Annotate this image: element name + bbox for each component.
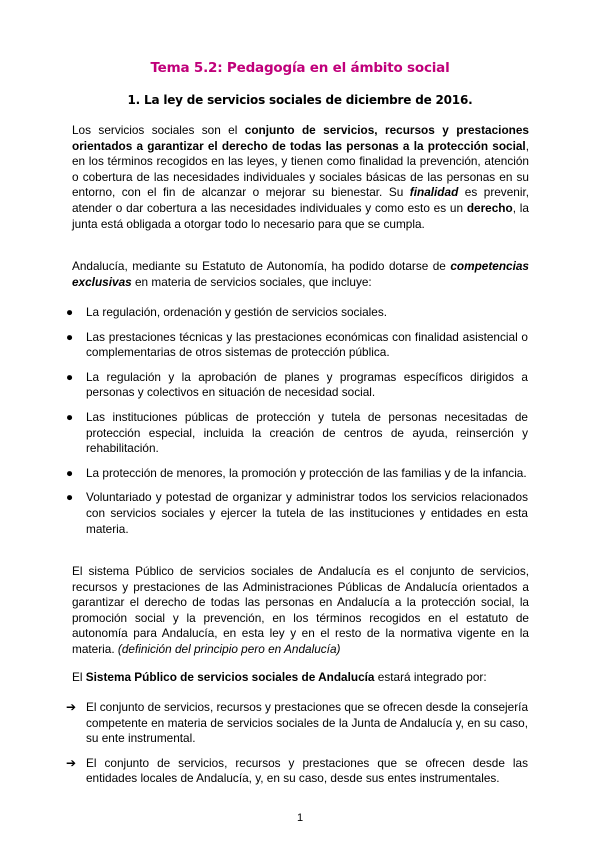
list-item: ● La regulación y la aprobación de planes y programas específicos dirigidos a personas y colectivos en situación de necesidad social. xyxy=(66,369,528,400)
list-item: ➔ El conjunto de servicios, recursos y prestaciones que se ofrecen desde las entidades locales de Andalucía, y, en su caso, desde sus entes instrumentales. xyxy=(66,755,528,786)
list-item: ➔ El conjunto de servicios, recursos y prestaciones que se ofrecen desde la consejería competente en materia de servicios sociales de la Junta de Andalucía y, en su caso, su ente instrumental. xyxy=(66,700,528,746)
integrado-list xyxy=(66,700,528,787)
paragraph-sistema-publico: El sistema Público de servicios sociales de Andalucía es el conjunto de servicios, recursos y prestaciones de las Administraciones Públicas de Andalucía orientados a garantizar el derecho de todas las personas en Andalucía a la protección social, la promoción social y la prevención, en los términos recogidos en el estatuto de autonomía para Andalucía, en esta ley y en el resto de la normativa vigente en la materia. (definición del principio pero en Andalucía) xyxy=(72,564,529,656)
paragraph-definition: Los servicios sociales son el conjunto de servicios, recursos y prestaciones orientados a garantizar el derecho de todas las personas a la protección social, en los términos recogidos en las leyes, y tienen como finalidad la prevención, atención o cobertura de las necesidades individuales y sociales básicas de las personas en su entorno, con el fin de alcanzar o mejorar su bienestar. Su finalidad es prevenir, atender o dar cobertura a las necesidades individuales y como esto es un derecho, la junta está obligada a otorgar todo lo necesario para que se cumpla. xyxy=(72,123,530,231)
list-item: ● Las prestaciones técnicas y las prestaciones económicas con finalidad asistencial o complementarias de otros sistemas de protección pública. xyxy=(66,329,528,360)
page-number: 1 xyxy=(296,812,304,824)
paragraph-integrado: El Sistema Público de servicios sociales de Andalucía estará integrado por: xyxy=(72,670,487,684)
bullet-icon: ● xyxy=(66,490,74,505)
bullet-icon: ● xyxy=(66,329,74,344)
bullet-icon: ● xyxy=(66,305,74,319)
arrow-right-icon: ➔ xyxy=(66,700,76,714)
paragraph-competencias: Andalucía, mediante su Estatuto de Autonomía, ha podido dotarse de competencias exclusivas en materia de servicios sociales, que incluye: xyxy=(72,259,529,289)
bullet-icon: ● xyxy=(66,409,74,424)
list-item: ● Voluntariado y potestad de organizar y administrar todos los servicios relacionados con servicios sociales y ejercer la tutela de las instituciones y entidades en esta materia. xyxy=(66,490,528,536)
arrow-right-icon: ➔ xyxy=(66,755,76,770)
bullet-icon: ● xyxy=(66,465,74,480)
competencias-list xyxy=(66,305,528,537)
list-item: ● La protección de menores, la promoción y protección de las familias y de la infancia. xyxy=(66,465,527,480)
document-title: Tema 5.2: Pedagogía en el ámbito social xyxy=(150,60,450,76)
list-item: ● La regulación, ordenación y gestión de servicios sociales. xyxy=(66,305,387,319)
bullet-icon: ● xyxy=(66,369,74,384)
list-item: ● Las instituciones públicas de protección y tutela de personas necesitadas de protección especial, incluida la creación de centros de ayuda, reinserción y rehabilitación. xyxy=(66,409,528,456)
section-heading: 1. La ley de servicios sociales de diciembre de 2016. xyxy=(127,93,473,107)
